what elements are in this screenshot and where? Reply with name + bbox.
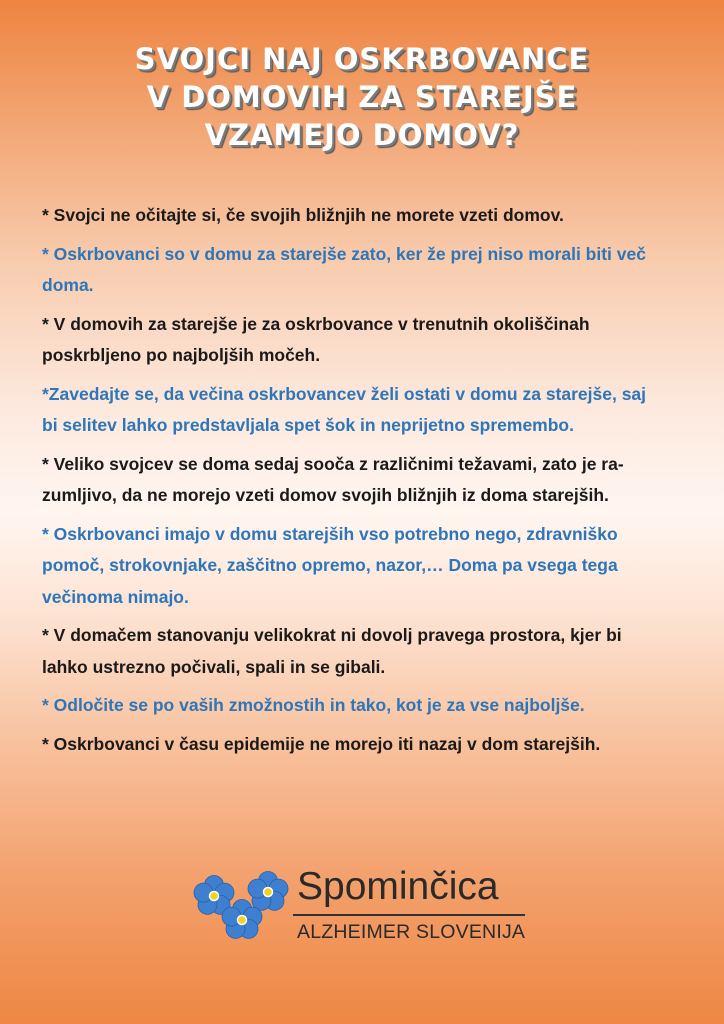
paragraph-8: * Odločite se po vaših zmožnostih in tako, kot je za vse najboljše. [42, 695, 585, 715]
paragraph-7: * V domačem stanovanju velikokrat ni dovolj pravega prostora, kjer bi lahko ustrezno počivali, spali in se gibali. [42, 625, 622, 677]
title-line-3: VZAMEJO DOMOV? [204, 118, 520, 152]
paragraph-6: * Oskrbovanci imajo v domu starejših vso potrebno nego, zdravniško pomoč, strokovnjake, zaščitno opremo, nazor,… Doma pa vsega tega večinoma nimajo. [42, 523, 618, 607]
paragraph-2: * Oskrbovanci so v domu za starejše zato, ker že prej niso morali biti več doma. [42, 243, 646, 295]
title-line-1: SVOJCI NAJ OSKRBOVANCE [134, 42, 590, 76]
forget-me-not-flowers-icon [190, 862, 300, 952]
paragraph-4: *Zavedajte se, da večina oskrbovancev želi ostati v domu za starejše, saj bi selitev lahko predstavljala spet šok in neprijetno spremembo. [42, 383, 647, 435]
title-line-2: V DOMOVIH ZA STAREJŠE [146, 80, 578, 114]
paragraph-1: * Svojci ne očitajte si, če svojih bližnjih ne morete vzeti domov. [42, 205, 564, 225]
paragraph-list [42, 200, 682, 767]
paragraph-9: * Oskrbovanci v času epidemije ne morejo iti nazaj v dom starejših. [42, 733, 601, 754]
spomincica-logo [190, 862, 530, 952]
logo-subtitle: ALZHEIMER SLOVENIJA [297, 921, 526, 943]
paragraph-3: * V domovih za starejše je za oskrbovance v trenutnih okoliščinah poskrbljeno po najboljših močeh. [42, 313, 590, 365]
logo-divider [293, 914, 525, 916]
page-title [0, 40, 724, 154]
paragraph-5: * Veliko svojcev se doma sedaj sooča z različnimi težavami, zato je ra- zumljivo, da ne morejo vzeti domov svojih bližnjih iz doma starejših. [42, 453, 624, 505]
logo-name: Spominčica [297, 865, 499, 908]
